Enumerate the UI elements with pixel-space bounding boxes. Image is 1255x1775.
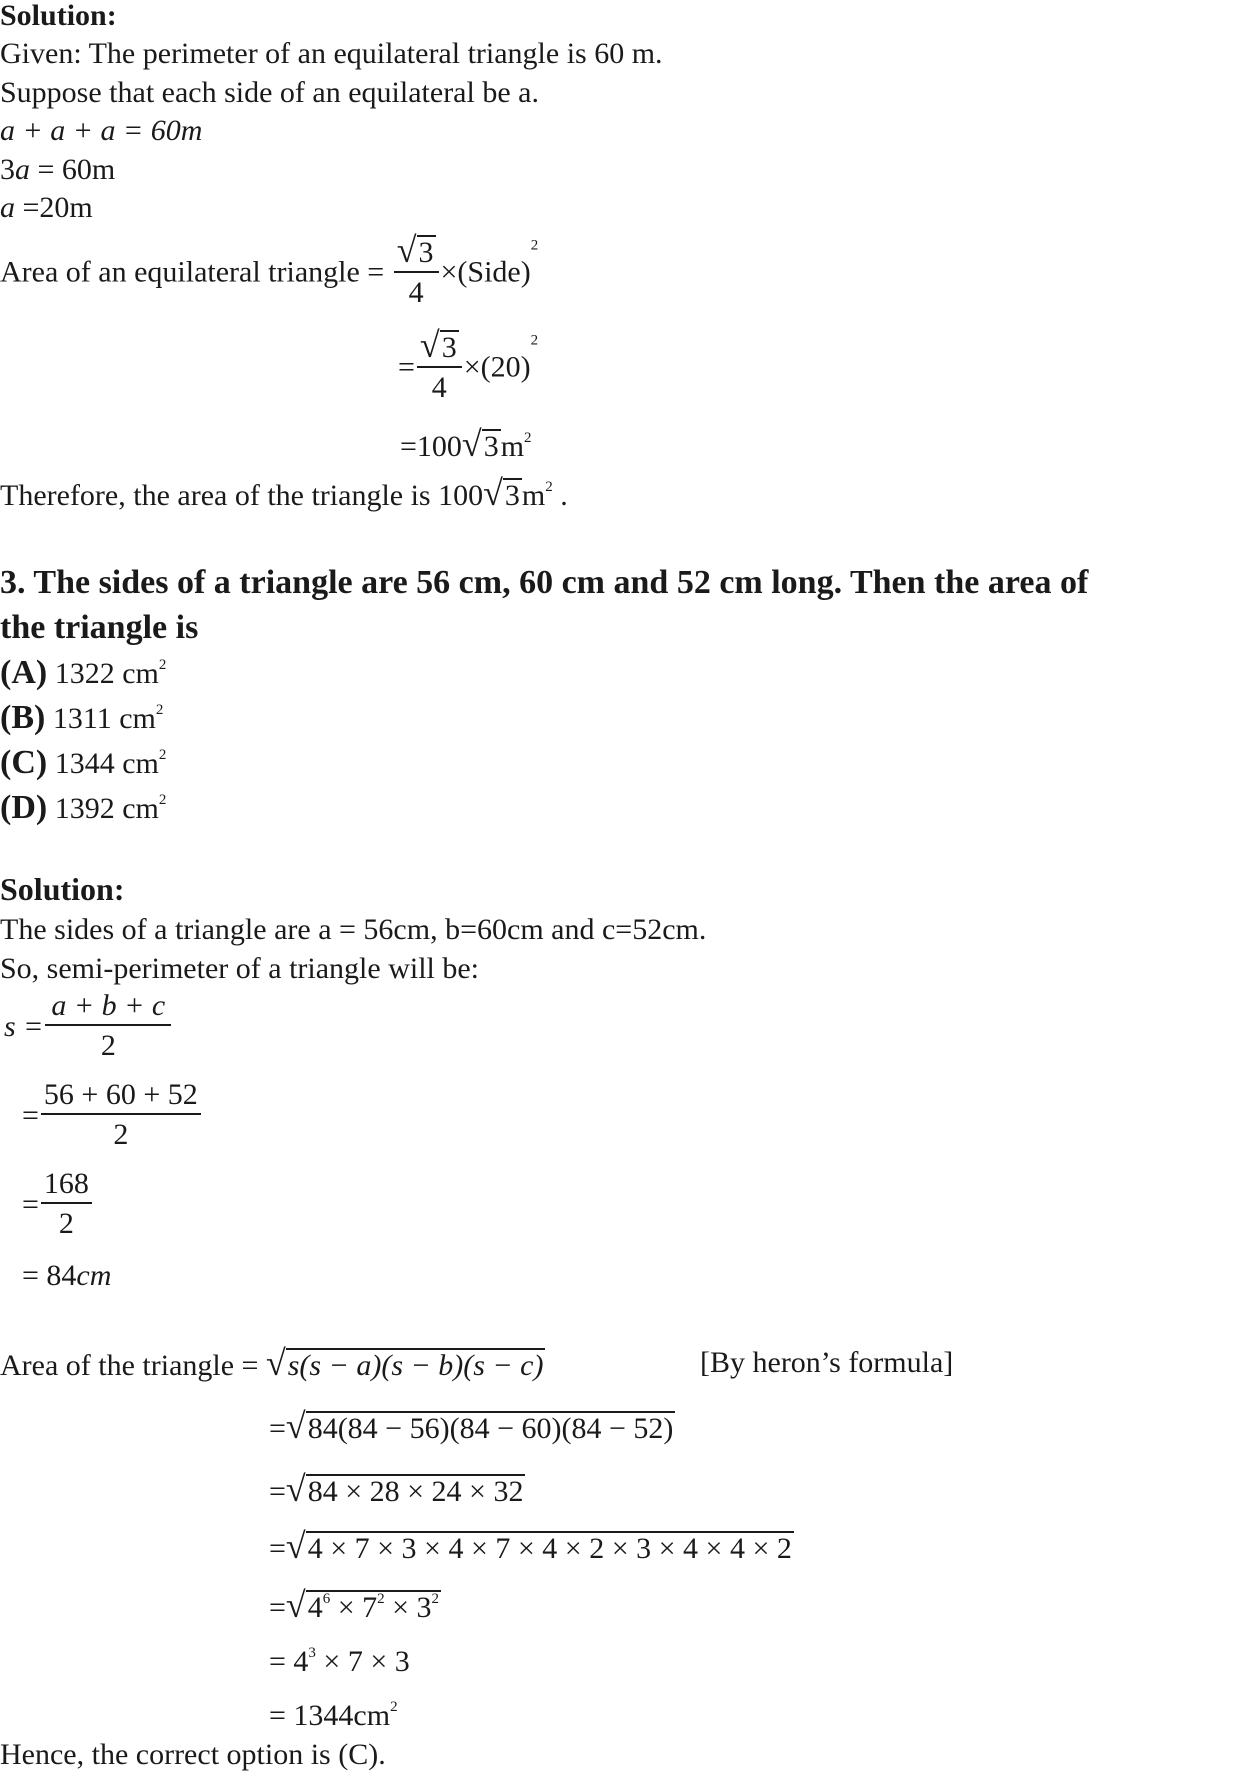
equals: = — [269, 1591, 286, 1624]
sqrt: √3 — [396, 230, 434, 270]
area-label: Area of an equilateral triangle = — [0, 255, 392, 289]
exponent: 2 — [390, 1699, 398, 1715]
heron-formula — [0, 1343, 545, 1383]
option-value: 1344 cm — [54, 747, 159, 780]
option-value: 1322 cm — [54, 657, 159, 690]
heron-result — [269, 1696, 398, 1736]
equals: = — [398, 350, 415, 384]
denominator: 4 — [408, 276, 424, 309]
exponent: 2 — [524, 430, 532, 446]
radicand: s(s − a)(s − b)(s − c) — [287, 1349, 544, 1382]
denominator: 2 — [100, 1029, 116, 1062]
given-text: Given: The perimeter of an equilateral triangle is 60 m. — [0, 37, 663, 70]
base: × 7 — [330, 1591, 378, 1624]
semi-perimeter-step-2 — [22, 1166, 94, 1244]
option-label: (B) — [0, 699, 46, 736]
radicand: 4 × 7 × 3 × 4 × 7 × 4 × 2 × 3 × 4 × 4 × 2 — [307, 1532, 792, 1565]
heron-note: [By heron’s formula] — [700, 1346, 954, 1379]
radicand: 3 — [441, 331, 457, 364]
option-a — [0, 653, 166, 693]
area-formula — [0, 232, 538, 313]
exponent: 2 — [158, 657, 167, 673]
numerator: 168 — [41, 1166, 92, 1204]
base: 4 — [307, 1591, 323, 1624]
sqrt: $√4^6 \times 7^2 \times 3^2$ — [285, 1585, 440, 1625]
unit: m — [500, 430, 525, 463]
sqrt: √3 — [461, 424, 499, 464]
option-d — [0, 788, 166, 828]
question-line-1: 3. The sides of a triangle are 56 cm, 60 cm and 52 cm long. Then the area of — [0, 564, 1089, 601]
semi-perimeter-text: So, semi-perimeter of a triangle will be: — [0, 952, 480, 985]
exponent: 2 — [377, 1591, 385, 1607]
equals: = — [400, 430, 417, 463]
semi-perimeter-result — [22, 1256, 111, 1296]
unit: m — [521, 479, 546, 512]
sqrt: √s(s − a)(s − b)(s − c) — [265, 1343, 544, 1383]
fraction — [45, 988, 171, 1066]
suppose-text: Suppose that each side of an equilateral be a. — [0, 76, 539, 109]
radicand: 84(84 − 56)(84 − 60)(84 − 52) — [307, 1412, 674, 1445]
s-equals: s = — [4, 1010, 44, 1043]
exponent: 2 — [545, 479, 553, 495]
equation-3a — [0, 150, 115, 190]
eq-part: 3 — [0, 153, 15, 186]
sides-text: The sides of a triangle are a = 56cm, b=60cm and c=52cm. — [0, 913, 707, 946]
radicand: 3 — [418, 236, 434, 269]
option-label: (D) — [0, 789, 48, 826]
heron-step-4 — [269, 1585, 441, 1625]
base: × 3 — [384, 1591, 432, 1624]
therefore-label: Therefore, the area of the triangle is 100 — [0, 479, 484, 512]
denominator: 4 — [431, 371, 447, 404]
rest: × 7 × 3 — [315, 1645, 410, 1678]
option-value: 1311 cm — [52, 702, 156, 735]
denominator: 2 — [58, 1207, 74, 1240]
semi-perimeter-step-1 — [22, 1077, 203, 1155]
equation-a — [0, 188, 93, 228]
exponent: 2 — [158, 747, 167, 763]
sqrt: √84 × 28 × 24 × 32 — [285, 1469, 524, 1509]
sqrt: √4 × 7 × 3 × 4 × 7 × 4 × 2 × 3 × 4 × 4 × 2 — [285, 1526, 792, 1566]
therefore-text — [0, 473, 568, 513]
side-expr: ×(Side) — [440, 255, 531, 289]
final-value: = 1344cm — [269, 1699, 391, 1732]
heron-step-2 — [269, 1469, 525, 1509]
sqrt: √3 — [419, 325, 457, 365]
period: . — [552, 479, 568, 512]
numerator: 56 + 60 + 52 — [41, 1077, 201, 1115]
conclusion-text: Hence, the correct option is (C). — [0, 1738, 386, 1771]
eq-part: =20m — [15, 191, 93, 224]
exponent: 2 — [158, 792, 167, 808]
eq-part: a — [0, 191, 15, 224]
exponent: 2 — [155, 702, 164, 718]
eq-part: a — [15, 153, 30, 186]
equals: = — [22, 1099, 39, 1132]
unit: cm — [76, 1259, 112, 1292]
coef: 100 — [416, 430, 462, 463]
exponent: 3 — [308, 1645, 316, 1661]
equals: = — [22, 1188, 39, 1221]
heron-step-1 — [269, 1406, 675, 1446]
equals: = — [269, 1475, 286, 1508]
equals: = — [269, 1412, 286, 1445]
equation-sum-text: a + a + a = 60m — [0, 114, 203, 147]
step-expr: ×(20) — [463, 350, 531, 384]
exponent: 6 — [322, 1591, 331, 1607]
fraction — [41, 1077, 201, 1155]
fraction — [394, 232, 439, 313]
solution-heading-2: Solution: — [0, 871, 125, 907]
radicand: 3 — [483, 430, 499, 463]
radicand: 84 × 28 × 24 × 32 — [307, 1475, 524, 1508]
exponent: 2 — [431, 1591, 440, 1607]
option-label: (C) — [0, 744, 48, 781]
fraction — [417, 327, 462, 408]
fraction — [41, 1166, 92, 1244]
equation-sum — [0, 111, 202, 151]
semi-perimeter-formula — [4, 988, 173, 1066]
eq-part: = 60m — [30, 153, 116, 186]
heron-step-3 — [269, 1526, 794, 1566]
solution-heading: Solution: — [0, 0, 117, 32]
numerator: a + b + c — [51, 989, 166, 1022]
option-b — [0, 698, 163, 738]
exponent: 2 — [530, 332, 539, 349]
sqrt: √84(84 − 56)(84 − 60)(84 − 52) — [285, 1406, 674, 1446]
exponent: 2 — [530, 237, 539, 254]
sqrt: √3 — [483, 473, 520, 513]
area-step-3 — [400, 424, 532, 464]
result: = 84 — [22, 1259, 77, 1292]
option-c — [0, 743, 166, 783]
option-value: 1392 cm — [54, 792, 159, 825]
base: = 4 — [269, 1645, 309, 1678]
area-label: Area of the triangle = — [0, 1349, 266, 1382]
area-step-2 — [398, 327, 538, 408]
equals: = — [269, 1532, 286, 1565]
radicand — [306, 1590, 441, 1624]
question-line-2: the triangle is — [0, 609, 199, 646]
heron-step-5 — [269, 1642, 410, 1682]
option-label: (A) — [0, 654, 48, 691]
radicand: 3 — [504, 479, 520, 512]
denominator: 2 — [113, 1118, 129, 1151]
